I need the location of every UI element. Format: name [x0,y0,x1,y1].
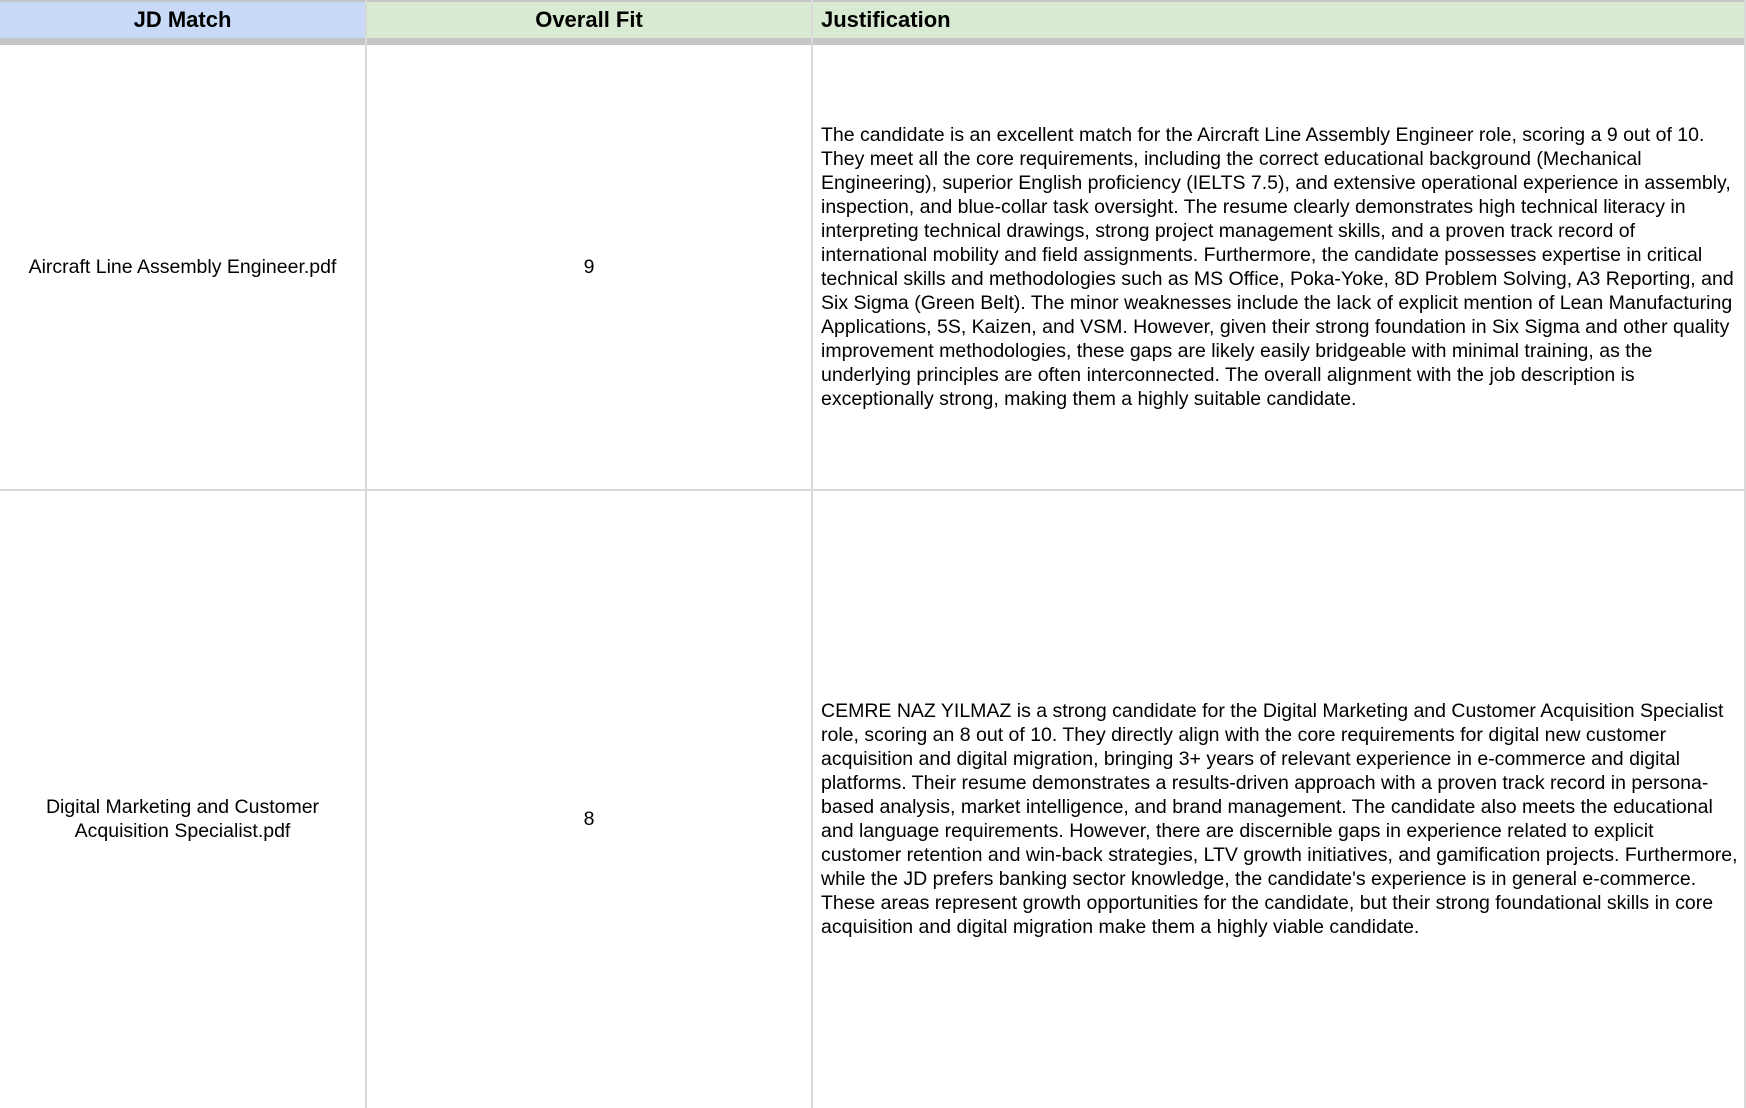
overall-fit-value: 8 [583,808,595,830]
cell-justification-row-1[interactable] [813,45,1744,489]
cell-overall-fit-row-1[interactable] [367,45,811,489]
cell-justification-row-2[interactable] [813,491,1744,1108]
header-cell-jd-match[interactable] [0,2,365,38]
frozen-row-divider[interactable] [0,38,1746,45]
cell-jd-match-row-1[interactable] [0,45,365,489]
header-cell-justification[interactable] [813,2,1746,38]
header-label-overall-fit: Overall Fit [535,7,643,32]
header-label-jd-match: JD Match [133,7,232,32]
cell-jd-match-row-2[interactable] [0,491,365,1108]
jd-match-text: Digital Marketing and Customer Acquisition Specialist.pdf [45,796,320,842]
header-cell-overall-fit[interactable] [367,2,811,38]
header-label-justification: Justification [821,7,951,32]
overall-fit-value: 9 [583,256,595,278]
justification-text: CEMRE NAZ YILMAZ is a strong candidate for the Digital Marketing and Customer Acquisition Specialist role, scoring an 8 out of 10. They directly align with the core requirements for digital new customer acquisition and digital migration, bringing 3+ years of relevant experience in e-commerce and digital platforms. Their resume demonstrates a results-driven approach with a proven track record in persona-based analysis, market intelligence, and brand management. The candidate also meets the educational and language requirements. However, there are discernible gaps in experience related to explicit customer retention and win-back strategies, LTV growth initiatives, and gamification projects. Furthermore, while the JD prefers banking sector knowledge, the candidate's experience is in general e-commerce. These areas represent growth opportunities for the candidate, but their strong foundational skills in core acquisition and digital migration make them a highly viable candidate. [821,700,1738,938]
jd-match-text: Aircraft Line Assembly Engineer.pdf [28,256,337,278]
cell-overall-fit-row-2[interactable] [367,491,811,1108]
justification-text: The candidate is an excellent match for the Aircraft Line Assembly Engineer role, scoring a 9 out of 10. They meet all the core requirements, including the correct educational background (Mechanical Engineering), superior English proficiency (IELTS 7.5), and extensive operational experience in assembly, inspection, and blue-collar task oversight. The resume clearly demonstrates high technical literacy in interpreting technical drawings, strong project management skills, and a proven track record of international mobility and field assignments. Furthermore, the candidate possesses expertise in critical technical skills and methodologies such as MS Office, Poka-Yoke, 8D Problem Solving, A3 Reporting, and Six Sigma (Green Belt). The minor weaknesses include the lack of explicit mention of Lean Manufacturing Applications, 5S, Kaizen, and VSM. However, given their strong foundation in Six Sigma and other quality improvement methodologies, these gaps are likely easily bridgeable with minimal training, as the underlying principles are often interconnected. The overall alignment with the job description is exceptionally strong, making them a highly suitable candidate. [821,124,1734,410]
